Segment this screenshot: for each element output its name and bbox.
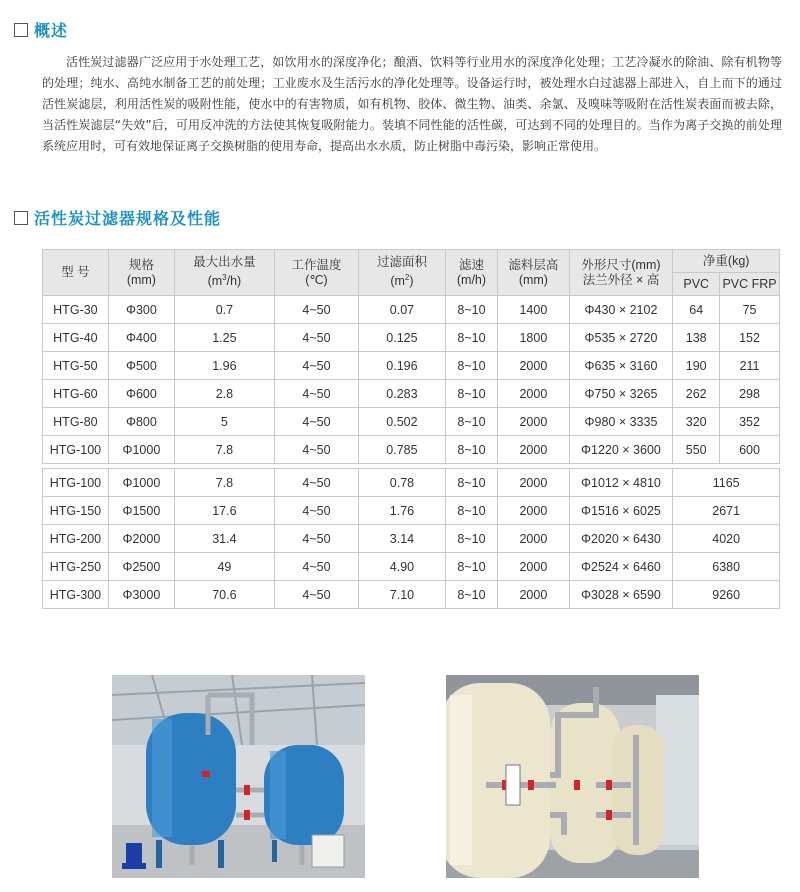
cell-area: 0.283 [359,380,445,408]
cell-model: HTG-80 [43,408,109,436]
cell-weight: 9260 [673,581,780,609]
cell-spec: Φ400 [108,324,174,352]
cell-spec: Φ1000 [108,469,174,497]
cell-dim: Φ3028 × 6590 [569,581,673,609]
cell-layer: 1400 [498,296,569,324]
cell-temp: 4~50 [274,581,358,609]
cell-model: HTG-150 [43,497,109,525]
specs-heading [14,206,221,229]
header-speed: 滤速 (m/h) [445,250,498,296]
header-area: 过滤面积 $(m^2)$ [359,250,445,296]
cell-speed: 8~10 [445,581,498,609]
cell-area: 4.90 [359,553,445,581]
table-row [43,581,780,609]
checkbox-square-icon [14,23,28,37]
cell-dim: Φ980 × 3335 [569,408,673,436]
cell-speed: 8~10 [445,469,498,497]
cell-spec: Φ300 [108,296,174,324]
cell-frp: 352 [720,408,780,436]
cell-flow: 5 [175,408,275,436]
cell-spec: Φ2000 [108,525,174,553]
table-row [43,408,780,436]
cell-layer: 2000 [498,380,569,408]
cell-speed: 8~10 [445,324,498,352]
cell-flow: 0.7 [175,296,275,324]
cell-layer: 2000 [498,497,569,525]
cell-temp: 4~50 [274,352,358,380]
header-weight-frp: PVC FRP [720,273,780,296]
table-row [43,469,780,497]
cell-layer: 2000 [498,525,569,553]
cell-dim: Φ535 × 2720 [569,324,673,352]
cell-flow: 1.25 [175,324,275,352]
cell-flow: 1.96 [175,352,275,380]
cell-pvc: 138 [673,324,720,352]
cell-dim: Φ750 × 3265 [569,380,673,408]
cell-temp: 4~50 [274,497,358,525]
cell-dim: Φ1012 × 4810 [569,469,673,497]
cell-weight: 6380 [673,553,780,581]
cell-model: HTG-50 [43,352,109,380]
cell-temp: 4~50 [274,296,358,324]
cell-area: 0.785 [359,436,445,464]
cell-dim: Φ2524 × 6460 [569,553,673,581]
cell-dim: Φ2020 × 6430 [569,525,673,553]
table-row [43,324,780,352]
cell-layer: 1800 [498,324,569,352]
header-weight: 净重(kg) [673,250,780,273]
cell-area: 0.502 [359,408,445,436]
steel-filter-illustration [112,675,365,878]
cell-weight: 2671 [673,497,780,525]
cell-spec: Φ1500 [108,497,174,525]
cell-speed: 8~10 [445,436,498,464]
cell-speed: 8~10 [445,525,498,553]
cell-frp: 211 [720,352,780,380]
cell-pvc: 64 [673,296,720,324]
cell-area: 0.78 [359,469,445,497]
cell-model: HTG-100 [43,469,109,497]
cell-temp: 4~50 [274,380,358,408]
cell-frp: 600 [720,436,780,464]
spec-table [42,249,780,609]
cell-dim: Φ1516 × 6025 [569,497,673,525]
photo-frp-filters [446,675,699,878]
cell-spec: Φ3000 [108,581,174,609]
table-row [43,380,780,408]
table-row [43,553,780,581]
cell-flow: 2.8 [175,380,275,408]
cell-speed: 8~10 [445,497,498,525]
cell-area: 0.125 [359,324,445,352]
cell-speed: 8~10 [445,408,498,436]
cell-pvc: 550 [673,436,720,464]
header-spec: 规格 (mm) [108,250,174,296]
cell-frp: 75 [720,296,780,324]
cell-flow: 7.8 [175,469,275,497]
cell-temp: 4~50 [274,324,358,352]
cell-pvc: 190 [673,352,720,380]
cell-pvc: 262 [673,380,720,408]
cell-weight: 4020 [673,525,780,553]
cell-layer: 2000 [498,469,569,497]
cell-temp: 4~50 [274,525,358,553]
cell-layer: 2000 [498,352,569,380]
cell-weight: 1165 [673,469,780,497]
cell-spec: Φ800 [108,408,174,436]
cell-spec: Φ2500 [108,553,174,581]
cell-pvc: 320 [673,408,720,436]
cell-temp: 4~50 [274,553,358,581]
cell-speed: 8~10 [445,553,498,581]
table-row [43,497,780,525]
header-layer: 滤料层高 (mm) [498,250,569,296]
cell-spec: Φ500 [108,352,174,380]
photo-steel-filters [112,675,365,878]
cell-model: HTG-40 [43,324,109,352]
cell-model: HTG-300 [43,581,109,609]
header-temp: 工作温度 (℃) [274,250,358,296]
cell-temp: 4~50 [274,408,358,436]
header-model: 型 号 [43,250,109,296]
cell-dim: Φ1220 × 3600 [569,436,673,464]
overview-heading [14,18,68,41]
cell-flow: 7.8 [175,436,275,464]
cell-dim: Φ635 × 3160 [569,352,673,380]
cell-speed: 8~10 [445,380,498,408]
cell-frp: 152 [720,324,780,352]
header-flow: 最大出水量 $(m^3/h)$ [175,250,275,296]
cell-flow: 49 [175,553,275,581]
cell-layer: 2000 [498,408,569,436]
cell-speed: 8~10 [445,352,498,380]
cell-speed: 8~10 [445,296,498,324]
cell-area: 0.07 [359,296,445,324]
cell-layer: 2000 [498,436,569,464]
cell-model: HTG-30 [43,296,109,324]
overview-paragraph: 活性炭过滤器广泛应用于水处理工艺，如饮用水的深度净化；酿酒、饮料等行业用水的深度净化处理；工艺冷凝水的除油、除有机物等的处理；纯水、高纯水制备工艺的前处理；工业废水及生活污水的净化处理等。设备运行时，被处理水白过滤器上部进入，自上而下的通过活性炭滤层，利用活性炭的吸附性能，使水中的有害物质，如有机物、胶体、微生物、油类、余氯、及嗅味等吸附在活性炭表面而被去除，当活性炭滤层“失效”后，可用反冲洗的方法使其恢复吸附能力。装填不同性能的活性碳，可达到不同的处理目的。当作为离子交换的前处理系统应用时，可有效地保证离子交换树脂的使用寿命，提高出水水质，防止树脂中毒污染，影响正常使用。 [42,55,782,153]
frp-filter-illustration [446,675,699,878]
cell-area: 3.14 [359,525,445,553]
cell-temp: 4~50 [274,469,358,497]
cell-model: HTG-250 [43,553,109,581]
header-dim: 外形尺寸(mm) 法兰外径 × 高 [569,250,673,296]
table-row [43,436,780,464]
cell-model: HTG-60 [43,380,109,408]
cell-dim: Φ430 × 2102 [569,296,673,324]
cell-temp: 4~50 [274,436,358,464]
cell-model: HTG-100 [43,436,109,464]
cell-area: 1.76 [359,497,445,525]
table-row [43,352,780,380]
table-row [43,525,780,553]
cell-model: HTG-200 [43,525,109,553]
cell-spec: Φ600 [108,380,174,408]
cell-flow: 31.4 [175,525,275,553]
specs-title: 活性炭过滤器规格及性能 [34,209,222,228]
cell-frp: 298 [720,380,780,408]
cell-spec: Φ1000 [108,436,174,464]
checkbox-square-icon [14,211,28,225]
cell-area: 7.10 [359,581,445,609]
cell-area: 0.196 [359,352,445,380]
cell-flow: 70.6 [175,581,275,609]
header-weight-pvc: PVC [673,273,720,296]
cell-layer: 2000 [498,553,569,581]
cell-flow: 17.6 [175,497,275,525]
cell-layer: 2000 [498,581,569,609]
table-row [43,296,780,324]
overview-title: 概述 [34,21,69,40]
